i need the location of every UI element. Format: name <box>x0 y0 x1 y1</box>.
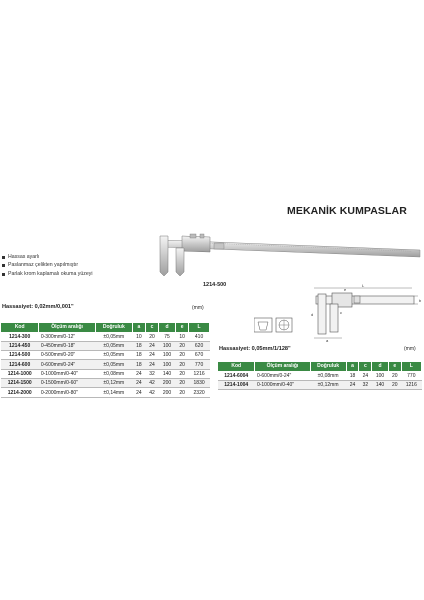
table-row <box>1 351 210 360</box>
column-header: Kod <box>218 362 255 372</box>
table-cell: 24 <box>145 341 158 350</box>
bullet-icon <box>2 273 5 276</box>
table-cell: 770 <box>401 371 421 380</box>
table-cell: ±0,05mm <box>95 341 132 350</box>
table-cell: 20 <box>176 360 189 369</box>
column-header: L <box>401 362 421 372</box>
table-cell: 1214-300 <box>1 332 39 341</box>
table-cell: ±0,08mm <box>95 369 132 378</box>
column-header: Doğruluk <box>95 323 132 333</box>
unit-label-1: (mm) <box>192 305 204 311</box>
table-cell: 18 <box>346 371 359 380</box>
table-row <box>1 379 210 388</box>
table-row <box>1 369 210 378</box>
table-cell: 20 <box>388 380 401 389</box>
table-cell: 42 <box>145 388 158 397</box>
table-cell: 1214-450 <box>1 341 39 350</box>
caliper-image <box>152 226 424 278</box>
table-cell: 0-1500mm/0-60" <box>39 379 95 388</box>
table-cell: 10 <box>176 332 189 341</box>
table-row <box>1 360 210 369</box>
column-header: a <box>346 362 359 372</box>
table-cell: 0-600mm/0-24" <box>255 371 310 380</box>
spec-table-1 <box>0 322 210 398</box>
table-cell: 75 <box>159 332 176 341</box>
table-cell: 1214-1000 <box>1 369 39 378</box>
table-cell: 100 <box>159 341 176 350</box>
table-cell: 1214-1004 <box>218 380 255 389</box>
table-cell: 0-300mm/0-12" <box>39 332 95 341</box>
dim-label-e: e <box>344 287 347 292</box>
table-cell: 100 <box>159 360 176 369</box>
table-cell: 20 <box>176 369 189 378</box>
table-cell: 2320 <box>189 388 210 397</box>
table-cell: 42 <box>145 379 158 388</box>
table-row <box>218 371 422 380</box>
column-header: Doğruluk <box>310 362 346 372</box>
table-cell: 20 <box>176 341 189 350</box>
column-header: Ölçüm aralığı <box>255 362 310 372</box>
unit-label-2: (mm) <box>404 346 416 352</box>
table-row <box>218 380 422 389</box>
table-cell: 32 <box>145 369 158 378</box>
table-cell: ±0,08mm <box>310 371 346 380</box>
feature-list <box>2 253 92 278</box>
feature-item: Parlak krom kaplamalı okuma yüzeyi <box>2 270 92 278</box>
table-cell: ±0,05mm <box>95 360 132 369</box>
table-cell: 24 <box>132 379 145 388</box>
column-header: d <box>159 323 176 333</box>
table-cell: 1830 <box>189 379 210 388</box>
table-cell: 1216 <box>189 369 210 378</box>
table-cell: 20 <box>176 379 189 388</box>
column-header: Kod <box>1 323 39 333</box>
table-cell: ±0,05mm <box>95 332 132 341</box>
column-header: c <box>359 362 372 372</box>
precision-label-1: Hassasiyet: 0,02mm/0,001" <box>2 304 74 310</box>
table-cell: 18 <box>132 351 145 360</box>
dim-label-d: d <box>311 312 314 317</box>
column-header: Ölçüm aralığı <box>39 323 95 333</box>
dim-label-b: b <box>419 298 422 303</box>
table-row <box>1 341 210 350</box>
model-label: 1214-500 <box>203 282 227 288</box>
table-cell: 20 <box>176 351 189 360</box>
table-cell: 1216 <box>401 380 421 389</box>
caliper-diagram <box>254 284 422 344</box>
table-cell: 18 <box>132 341 145 350</box>
feature-item: Paslanmaz çelikten yapılmıştır <box>2 261 92 269</box>
table-cell: ±0,14mm <box>95 388 132 397</box>
table-cell: 18 <box>132 360 145 369</box>
table-cell: ±0,05mm <box>95 351 132 360</box>
table-cell: 0-1000mm/0-40" <box>39 369 95 378</box>
column-header: e <box>388 362 401 372</box>
table-cell: ±0,12mm <box>310 380 346 389</box>
table-cell: 0-2000mm/0-80" <box>39 388 95 397</box>
table-cell: 1214-600 <box>1 360 39 369</box>
table-cell: 100 <box>372 371 389 380</box>
table-cell: 20 <box>388 371 401 380</box>
table-cell: 140 <box>159 369 176 378</box>
table-cell: 24 <box>132 369 145 378</box>
column-header: a <box>132 323 145 333</box>
table-cell: 1214-2000 <box>1 388 39 397</box>
column-header: e <box>176 323 189 333</box>
table-cell: 1214-1500 <box>1 379 39 388</box>
table-cell: 140 <box>372 380 389 389</box>
table-cell: 770 <box>189 360 210 369</box>
table-cell: 24 <box>132 388 145 397</box>
dim-label-c: c <box>340 310 342 315</box>
table-cell: 670 <box>189 351 210 360</box>
bullet-icon <box>2 256 5 259</box>
table-cell: 32 <box>359 380 372 389</box>
table-cell: 0-450mm/0-18" <box>39 341 95 350</box>
table-cell: 1214-6004 <box>218 371 255 380</box>
table-cell: 10 <box>132 332 145 341</box>
table-cell: 20 <box>176 388 189 397</box>
dim-label-a: a <box>326 338 329 343</box>
column-header: L <box>189 323 210 333</box>
table-cell: 0-1000mm/0-40" <box>255 380 310 389</box>
precision-label-2: Hassasiyet: 0,05mm/1/128" <box>219 346 291 352</box>
table-cell: 20 <box>145 332 158 341</box>
spec-table-2 <box>217 361 422 390</box>
table-row <box>1 388 210 397</box>
table-cell: ±0,12mm <box>95 379 132 388</box>
table-cell: 24 <box>145 360 158 369</box>
column-header: c <box>145 323 158 333</box>
table-cell: 620 <box>189 341 210 350</box>
table-cell: 24 <box>346 380 359 389</box>
table-cell: 24 <box>359 371 372 380</box>
table-cell: 100 <box>159 351 176 360</box>
feature-item: Hassas ayarlı <box>2 253 92 261</box>
bullet-icon <box>2 264 5 267</box>
table-cell: 200 <box>159 388 176 397</box>
table-cell: 200 <box>159 379 176 388</box>
page-title: MEKANİK KUMPASLAR <box>287 205 407 217</box>
table-row <box>1 332 210 341</box>
table-cell: 24 <box>145 351 158 360</box>
column-header: d <box>372 362 389 372</box>
dim-label-l: L <box>362 284 365 288</box>
table-cell: 410 <box>189 332 210 341</box>
table-cell: 1214-500 <box>1 351 39 360</box>
table-cell: 0-500mm/0-20" <box>39 351 95 360</box>
table-cell: 0-600mm/0-24" <box>39 360 95 369</box>
